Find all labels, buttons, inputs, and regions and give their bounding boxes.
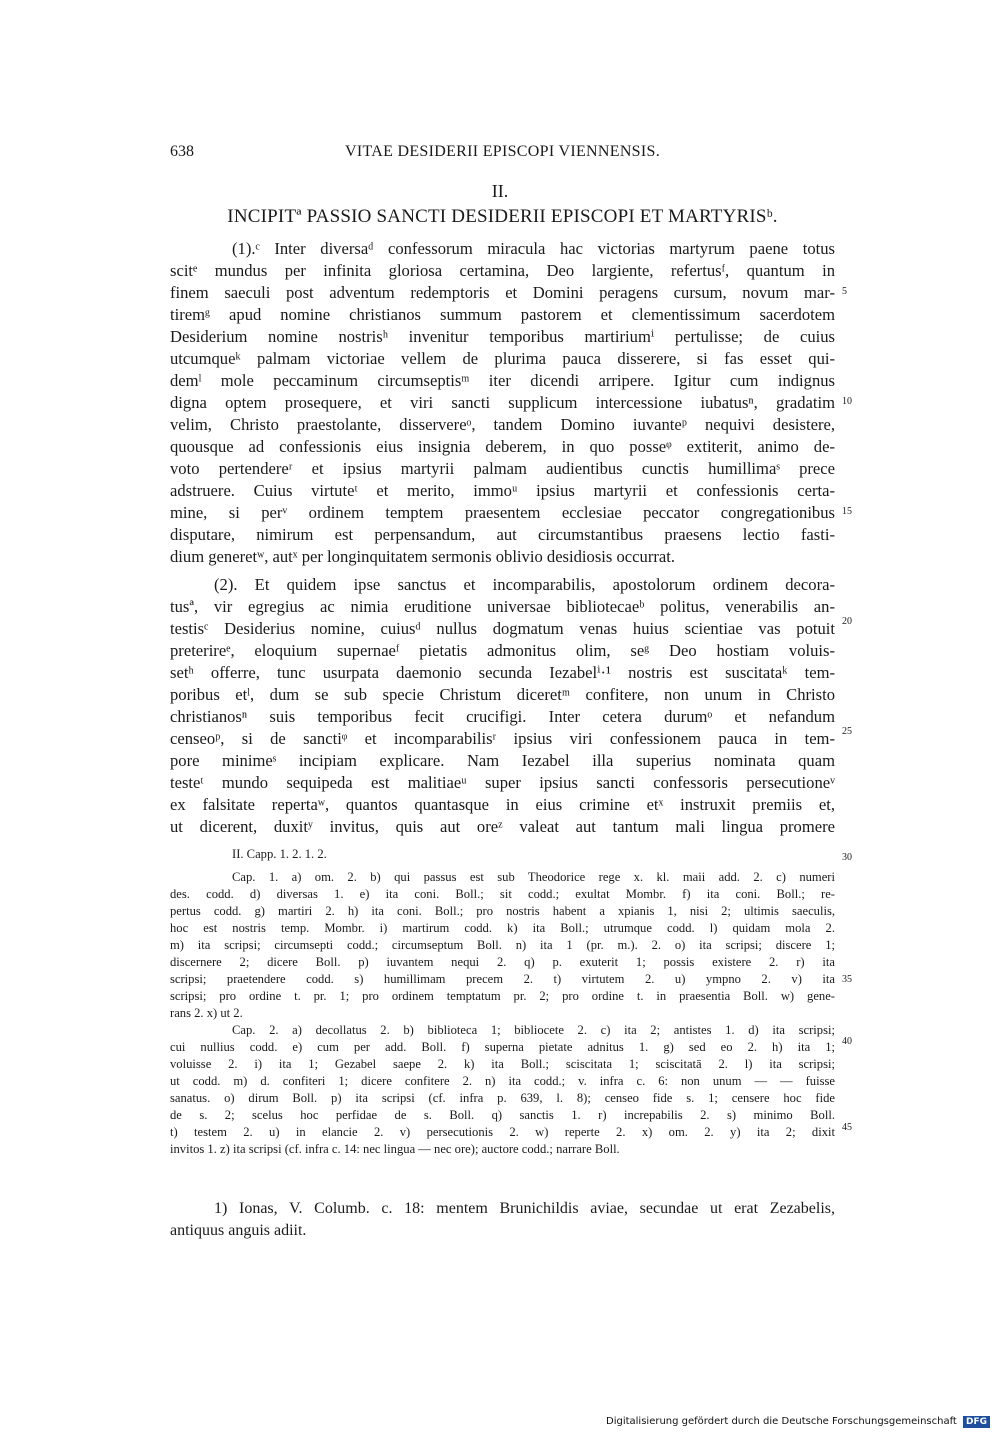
text-line: testeᵗ mundo sequipeda est malitiaeᵘ super ipsius sancti confessoris persecutioneᵛ	[170, 773, 835, 792]
text-line: voto pertendereʳ et ipsius martyrii palmam audientibus cunctis humillimaˢ prece	[170, 459, 835, 478]
text-line: ut dicerent, duxitʸ invitus, quis aut oreᶻ valeat aut tantum mali lingua promere	[170, 817, 835, 836]
apparatus-line: Cap. 2. a) decollatus 2. b) biblioteca 1; bibliocete 2. c) ita 2; antistes 1. d) ita scripsi;	[232, 1023, 835, 1037]
apparatus-line: scripsi; pro ordine t. pr. 1; pro ordinem temptatum pr. 2; pro ordine t. in praesentia Boll. w) gene-	[170, 989, 835, 1003]
text-line: christianosⁿ suis temporibus fecit crucifigi. Inter cetera durumᵒ et nefandum	[170, 707, 835, 726]
footnote-line: antiquus anguis adiit.	[170, 1222, 307, 1239]
apparatus-line: de s. 2; scelus hoc perfidae de s. Boll. q) sanctis 1. r) increpabilis 2. s) minimo Boll.	[170, 1108, 835, 1122]
text-line: Desiderium nomine nostrisʰ invenitur temporibus martiriumⁱ pertulisse; de cuius	[170, 327, 835, 346]
text-line: adstruere. Cuius virtuteᵗ et merito, immoᵘ ipsius martyrii et confessionis certa-	[170, 481, 835, 500]
text-line: censeoᵖ, si de sanctiᵠ et incomparabilisʳ ipsius viri confessionem pauca in tem-	[170, 729, 835, 748]
text-line: disputare, nimirum est perpensandum, aut circumstantibus praesens lectio fasti-	[170, 525, 835, 544]
apparatus-line: sanatus. o) dirum Boll. p) ita scripsi (cf. infra p. 639, l. 8); censeo fide s. 1; censere hoc fide	[170, 1091, 835, 1105]
apparatus-line: scripsi; praetendere codd. s) humillimam precem 2. t) virtutem 2. u) ympno 2. v) ita	[170, 972, 835, 986]
text-line: tusª, vir egregius ac nimia eruditione universae bibliotecaeᵇ politus, venerabilis an-	[170, 597, 835, 616]
apparatus-line: discernere 2; dicere Boll. p) iuvantem nequi 2. q) p. exuterit 1; possis existere 2. r) ita	[170, 955, 835, 969]
chapter-title: INCIPITª PASSIO SANCTI DESIDERII EPISCOPI ET MARTYRISᵇ.	[227, 206, 778, 227]
digitization-credit	[606, 1416, 990, 1428]
text-line: poribus etˡ, dum se sub specie Christum diceretᵐ confitere, non unum in Christo	[170, 685, 835, 704]
text-line: finem saeculi post adventum redemptoris et Domini peragens cursum, novum mar-	[170, 283, 835, 302]
apparatus-line: pertus codd. g) martiri 2. h) ita coni. Boll.; pro nostris habent a xpianis 1, nisi 2; ultimis saeculis,	[170, 904, 835, 918]
apparatus-line: cui nullius codd. e) cum per add. Boll. f) superna pietate adnitus 1. g) sed eo 2. h) ita 1;	[170, 1040, 835, 1054]
line-number: 30	[842, 852, 852, 863]
main-text	[170, 238, 835, 838]
apparatus-line: ut codd. m) d. confiteri 1; dicere confitere 2. n) ita codd.; v. infra c. 6: non unum — — fuisse	[170, 1074, 835, 1088]
text-line: pore minimeˢ incipiam explicare. Nam Iezabel illa superius nominata quam	[170, 751, 835, 770]
section-number: II.	[491, 181, 509, 201]
text-line: testisᶜ Desiderius nomine, cuiusᵈ nullus dogmatum venas huius scientiae vas potuit	[170, 619, 835, 638]
text-line: (1).ᶜ Inter diversaᵈ confessorum miracula hac victorias martyrum paene totus	[232, 239, 835, 258]
text-line: scitᵉ mundus per infinita gloriosa certamina, Deo largiente, refertusᶠ, quantum in	[170, 261, 835, 280]
dfg-logo: DFG	[963, 1416, 990, 1428]
text-line: demˡ mole peccaminum circumseptisᵐ iter dicendi arripere. Igitur cum indignus	[170, 371, 835, 390]
line-number: 40	[842, 1036, 852, 1047]
text-line: (2). Et quidem ipse sanctus et incomparabilis, apostolorum ordinem decora-	[214, 575, 835, 594]
line-number: 35	[842, 974, 852, 985]
page-header	[170, 143, 835, 169]
line-number: 45	[842, 1122, 852, 1133]
text-line: ex falsitate repertaʷ, quantos quantasque in eius crimine etˣ instruxit premiis et,	[170, 795, 835, 814]
text-line: digna optem prosequere, et viri sancti supplicum intercessione iubatusⁿ, gradatim	[170, 393, 835, 412]
apparatus-line: voluisse 2. i) ita 1; Gezabel saepe 2. k) ita Boll.; sciscitata 1; sciscitatā 2. l) ita scripsi;	[170, 1057, 835, 1071]
apparatus-line: Cap. 1. a) om. 2. b) qui passus est sub Theodorice rege x. kl. maii add. 2. c) numeri	[232, 870, 835, 884]
apparatus-line: des. codd. d) diversas 1. e) ita coni. Boll.; sit codd.; exultat Mombr. f) ita coni. Boll.; re-	[170, 887, 835, 901]
apparatus-line: hoc est nostris temp. Mombr. i) martirum codd. k) ita Boll.; utrumque codd. l) quidam mola 2.	[170, 921, 835, 935]
text-line: preterireᵉ, eloquium supernaeᶠ pietatis admonitus olim, seᵍ Deo hostiam voluis-	[170, 641, 835, 660]
line-number: 15	[842, 506, 852, 517]
text-line: quousque ad confessionis eius insignia deberem, in quo posseᵠ extiterit, animo de-	[170, 437, 835, 456]
text-line: velim, Christo praestolante, disservereᵒ, tandem Domino iuvanteᵖ nequivi desistere,	[170, 415, 835, 434]
apparatus-line: II. Capp. 1. 2. 1. 2.	[232, 847, 327, 861]
digitization-credit-text: Digitalisierung gefördert durch die Deutsche Forschungsgemeinschaft	[606, 1416, 957, 1427]
text-line: tiremᵍ apud nomine christianos summum pastorem et clementissimum sacerdotem	[170, 305, 835, 324]
line-number: 25	[842, 726, 852, 737]
apparatus-line: invitos 1. z) ita scripsi (cf. infra c. 14: nec lingua — nec ore); auctore codd.; narrare Boll.	[170, 1142, 620, 1156]
page-number: 638	[170, 143, 194, 160]
apparatus-line: t) testem 2. u) in elancie 2. v) persecutionis 2. w) reperte 2. x) om. 2. y) ita 2; dixit	[170, 1125, 835, 1139]
line-number: 10	[842, 396, 852, 407]
footnote	[170, 1198, 835, 1242]
critical-apparatus	[170, 846, 835, 1158]
text-line: utcumqueᵏ palmam victoriae vellem de plurima pauca disserere, si fas esset qui-	[170, 349, 835, 368]
apparatus-line: rans 2. x) ut 2.	[170, 1006, 243, 1020]
line-number: 5	[842, 286, 847, 297]
text-line: setʰ offerre, tunc usurpata daemonio secunda Iezabelⁱ·¹ nostris est suscitataᵏ tem-	[170, 663, 835, 682]
line-number: 20	[842, 616, 852, 627]
text-line: mine, si perᵛ ordinem temptem praesentem ecclesiae peccator congregationibus	[170, 503, 835, 522]
footnote-line: 1) Ionas, V. Columb. c. 18: mentem Brunichildis aviae, secundae ut erat Zezabelis,	[214, 1200, 835, 1217]
text-line: dium generetʷ, autˣ per longinquitatem sermonis oblivio desidiosis occurrat.	[170, 547, 675, 566]
running-title: VITAE DESIDERII EPISCOPI VIENNENSIS.	[345, 143, 660, 160]
apparatus-line: m) ita scripsi; circumsepti codd.; circumseptum Boll. n) ita 1 (pr. m.). 2. o) ita scripsi; discere 1;	[170, 938, 835, 952]
